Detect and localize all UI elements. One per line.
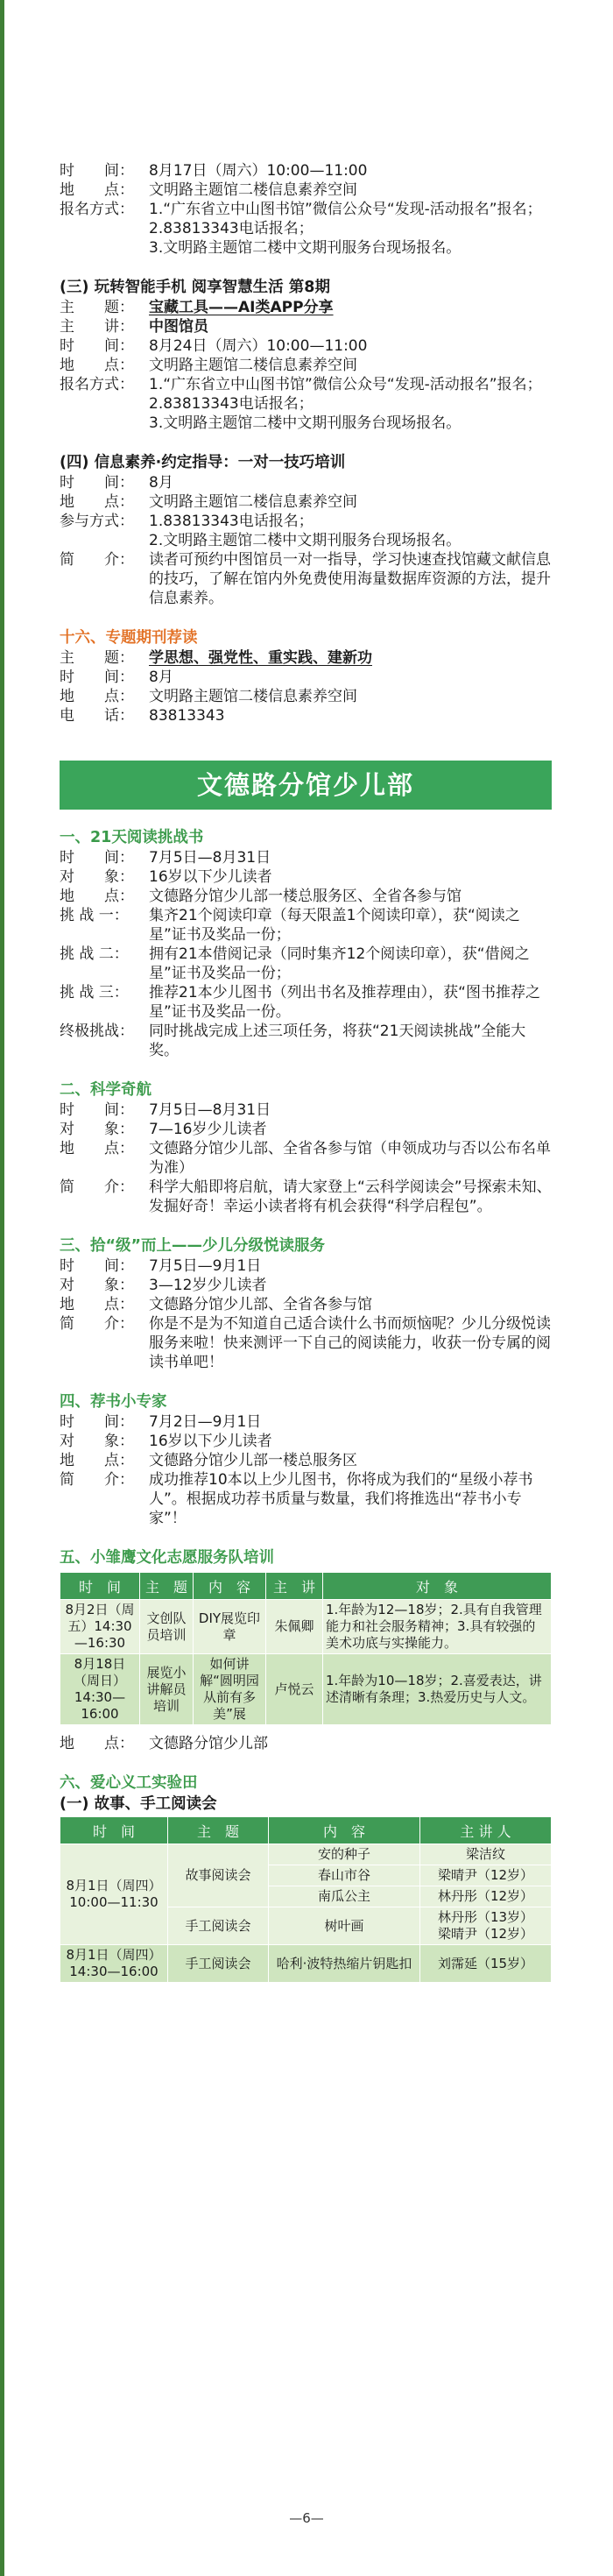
table-row [60,1945,552,1983]
label: 时 间： [60,1257,134,1275]
table-cell: 1.年龄为12—18岁；2.具有自我管理能力和社会服务精神；3.具有较强的美术功底与实操能力。 [323,1600,552,1654]
value: 文明路主题馆二楼信息素养空间 [149,493,357,511]
value: 7月5日—8月31日 [149,1101,271,1119]
value: 成功推荐10本以上少儿图书，你将成为我们的“星级小荐书人”。根据成功荐书质量与数量，我们将推选出“荐书小专家”！ [149,1471,533,1527]
table-cell: 卢悦云 [266,1654,323,1725]
label: 对 象： [60,1433,134,1450]
table-cell: 手工阅读会 [168,1907,269,1945]
label: 主 讲： [60,318,134,336]
table-header: 主 题 [140,1573,194,1600]
value: 读者可预约中图馆员一对一指导，学习快速查找馆藏文献信息的技巧，了解在馆内外免费使用海量数据库资源的方法，提升信息素养。 [149,551,551,607]
content [60,161,552,2002]
label: 报名方式： [60,201,134,218]
value: 7月5日—9月1日 [149,1257,262,1275]
label: 地 点： [60,1296,134,1313]
table-cell: 朱佩卿 [266,1600,323,1654]
section-graded-reading [60,1235,552,1372]
value: 集齐21个阅读印章（每天限盖1个阅读印章），获“阅读之星”证书及奖品一份； [149,907,520,944]
table-header: 主 讲 [266,1573,323,1600]
value: 拥有21本借阅记录（同时集齐12个阅读印章），获“借阅之星”证书及奖品一份； [149,945,530,982]
training-table [60,1572,552,1725]
label: 简 介： [60,1178,134,1196]
story-craft-table [60,1816,552,1983]
label: 时 间： [60,849,134,867]
label: 参与方式： [60,513,134,530]
value: 8月24日（周六）10:00—11:00 [149,337,368,355]
value: 7月5日—8月31日 [149,849,271,867]
table-cell: 哈利·波特热缩片钥匙扣 [269,1945,420,1983]
section-heading: 一、21天阅读挑战书 [60,829,204,846]
top-block [60,161,552,258]
value: 7—16岁少儿读者 [149,1121,267,1138]
label: 地 点： [60,1140,134,1157]
label: 主 题： [60,299,134,316]
value: 同时挑战完成上述三项任务，将获“21天阅读挑战”全能大奖。 [149,1023,526,1059]
section-volunteer-training [60,1547,552,1753]
value: 16岁以下少儿读者 [149,868,272,886]
value: 1.“广东省立中山图书馆”微信公众号“发现-活动报名”报名； [149,376,542,393]
table-cell: 刘霈延（15岁） [420,1945,552,1983]
table-cell [420,1907,552,1945]
table-header: 主 题 [168,1817,269,1844]
table-cell: 8月2日（周五）14:30—16:30 [60,1600,140,1654]
table-header: 内 容 [194,1573,266,1600]
table-cell: 南瓜公主 [269,1886,420,1907]
label: 地 点： [60,1735,134,1752]
value: 1.“广东省立中山图书馆”微信公众号“发现-活动报名”报名； [149,201,542,218]
speaker-line: 林丹彤（13岁） [437,1909,534,1925]
label: 简 介： [60,1315,134,1333]
value: 2.83813343电话报名； [149,220,314,237]
section-volunteer-field [60,1773,552,1983]
label: 时 间： [60,162,134,180]
label: 时 间： [60,337,134,355]
section-heading: (三) 玩转智能手机 阅享智慧生活 第8期 [60,279,330,296]
speaker-line: 梁晴尹（12岁） [437,1926,534,1942]
label: 挑 战 三： [60,984,129,1001]
label: 地 点： [60,357,134,374]
value: 2.文明路主题馆二楼中文期刊服务台现场报名。 [149,532,462,549]
table-cell: 文创队员培训 [140,1600,194,1654]
label: 终极挑战： [60,1023,134,1040]
value: 7月2日—9月1日 [149,1413,262,1431]
label: 报名方式： [60,376,134,393]
table-cell: 展览小讲解员培训 [140,1654,194,1725]
label: 时 间： [60,1101,134,1119]
section-science-voyage [60,1079,552,1216]
table-cell: 林丹彤（12岁） [420,1886,552,1907]
label: 地 点： [60,493,134,511]
value: 文明路主题馆二楼信息素养空间 [149,181,357,199]
label: 地 点： [60,181,134,199]
value: 16岁以下少儿读者 [149,1433,272,1450]
table-cell: 树叶画 [269,1907,420,1945]
value: 你是不是为不知道自己适合读什么书而烦恼呢？少儿分级悦读服务来啦！快来测评一下自己的阅读能力，收获一份专属的阅读书单吧！ [149,1315,551,1371]
label: 地 点： [60,1452,134,1469]
label: 时 间： [60,669,134,686]
table-cell: DIY展览印章 [194,1600,266,1654]
table-cell: 梁洁纹 [420,1844,552,1865]
value: 文德路分馆少儿部、全省各参与馆（申领成功与否以公布名单为准） [149,1140,551,1177]
label: 电 话： [60,707,134,725]
page-spine-bar [0,0,4,2576]
value: 文明路主题馆二楼信息素养空间 [149,688,357,705]
section-smartphone [60,277,552,433]
table-row [60,1600,552,1654]
value: 1.83813343电话报名； [149,513,314,530]
info-row [60,200,552,258]
section-heading: 二、科学奇航 [60,1081,151,1099]
label: 地 点： [60,888,134,905]
table-cell: 安的种子 [269,1844,420,1865]
label: 地 点： [60,688,134,705]
section-info-literacy [60,452,552,608]
table-cell: 8月18日（周日）14:30—16:00 [60,1654,140,1725]
table-row [60,1844,552,1865]
section-heading: 十六、专题期刊荐读 [60,629,198,647]
table-cell: 故事阅读会 [168,1844,269,1907]
page-number: —6— [289,2510,324,2526]
value: 文德路分馆少儿部、全省各参与馆 [149,1296,372,1313]
value: 文德路分馆少儿部 [149,1735,268,1752]
info-row [60,180,552,200]
label: 主 题： [60,649,134,667]
value: 文明路主题馆二楼信息素养空间 [149,357,357,374]
value: 83813343 [149,707,225,725]
table-cell: 1.年龄为10—18岁；2.喜爱表达，讲述清晰有条理；3.热爱历史与人文。 [323,1654,552,1725]
table-row [60,1654,552,1725]
label: 对 象： [60,1277,134,1294]
section-heading: 五、小雏鹰文化志愿服务队培训 [60,1549,274,1567]
label: 对 象： [60,1121,134,1138]
table-header: 主 讲 人 [420,1817,552,1844]
table-header: 时 间 [60,1573,140,1600]
label: 时 间： [60,474,134,492]
table-header: 内 容 [269,1817,420,1844]
label: 挑 战 二： [60,945,129,963]
section-heading: 四、荐书小专家 [60,1393,167,1411]
info-row [60,161,552,180]
section-21-day-challenge [60,827,552,1060]
subsection-heading: (一) 故事、手工阅读会 [60,1795,217,1813]
value: 3—12岁少儿读者 [149,1277,267,1294]
table-header: 时 间 [60,1817,168,1844]
table-cell: 手工阅读会 [168,1945,269,1983]
table-cell: 梁晴尹（12岁） [420,1865,552,1886]
label: 时 间： [60,1413,134,1431]
label: 挑 战 一： [60,907,129,924]
value: 学思想、强党性、重实践、建新功 [149,649,372,667]
table-cell: 春山市谷 [269,1865,420,1886]
value: 文德路分馆少儿部一楼总服务区 [149,1452,357,1469]
section-heading: 三、拾“级”而上——少儿分级悦读服务 [60,1237,326,1255]
label: 对 象： [60,868,134,886]
value: 3.文明路主题馆二楼中文期刊服务台现场报名。 [149,239,462,257]
section-book-recommender [60,1391,552,1528]
value: 科学大船即将启航，请大家登上“云科学阅读会”号探索未知、发掘好奇！幸运小读者将有机会获得“科学启程包”。 [149,1178,552,1215]
value: 宝藏工具——AI类APP分享 [149,299,334,316]
value: 8月 [149,669,173,686]
value: 8月 [149,474,173,492]
label: 简 介： [60,551,134,569]
section-heading: (四) 信息素养·约定指导：一对一技巧培训 [60,454,346,471]
section-heading: 六、爱心义工实验田 [60,1774,198,1792]
table-cell: 8月1日（周四）10:00—11:30 [60,1844,168,1945]
value: 推荐21本少儿图书（列出书名及推荐理由），获“图书推荐之星”证书及奖品一份。 [149,984,540,1021]
value: 2.83813343电话报名； [149,395,314,413]
label: 简 介： [60,1471,134,1489]
table-cell: 如何讲解“圆明园从前有多美”展 [194,1654,266,1725]
section-journal [60,627,552,725]
value: 3.文明路主题馆二楼中文期刊服务台现场报名。 [149,414,462,432]
value: 文德路分馆少儿部一楼总服务区、全省各参与馆 [149,888,462,905]
table-header: 对 象 [323,1573,552,1600]
value: 中图馆员 [149,318,208,336]
value: 8月17日（周六）10:00—11:00 [149,162,368,180]
table-cell: 8月1日（周四）14:30—16:00 [60,1945,168,1983]
section-banner: 文德路分馆少儿部 [60,761,552,810]
